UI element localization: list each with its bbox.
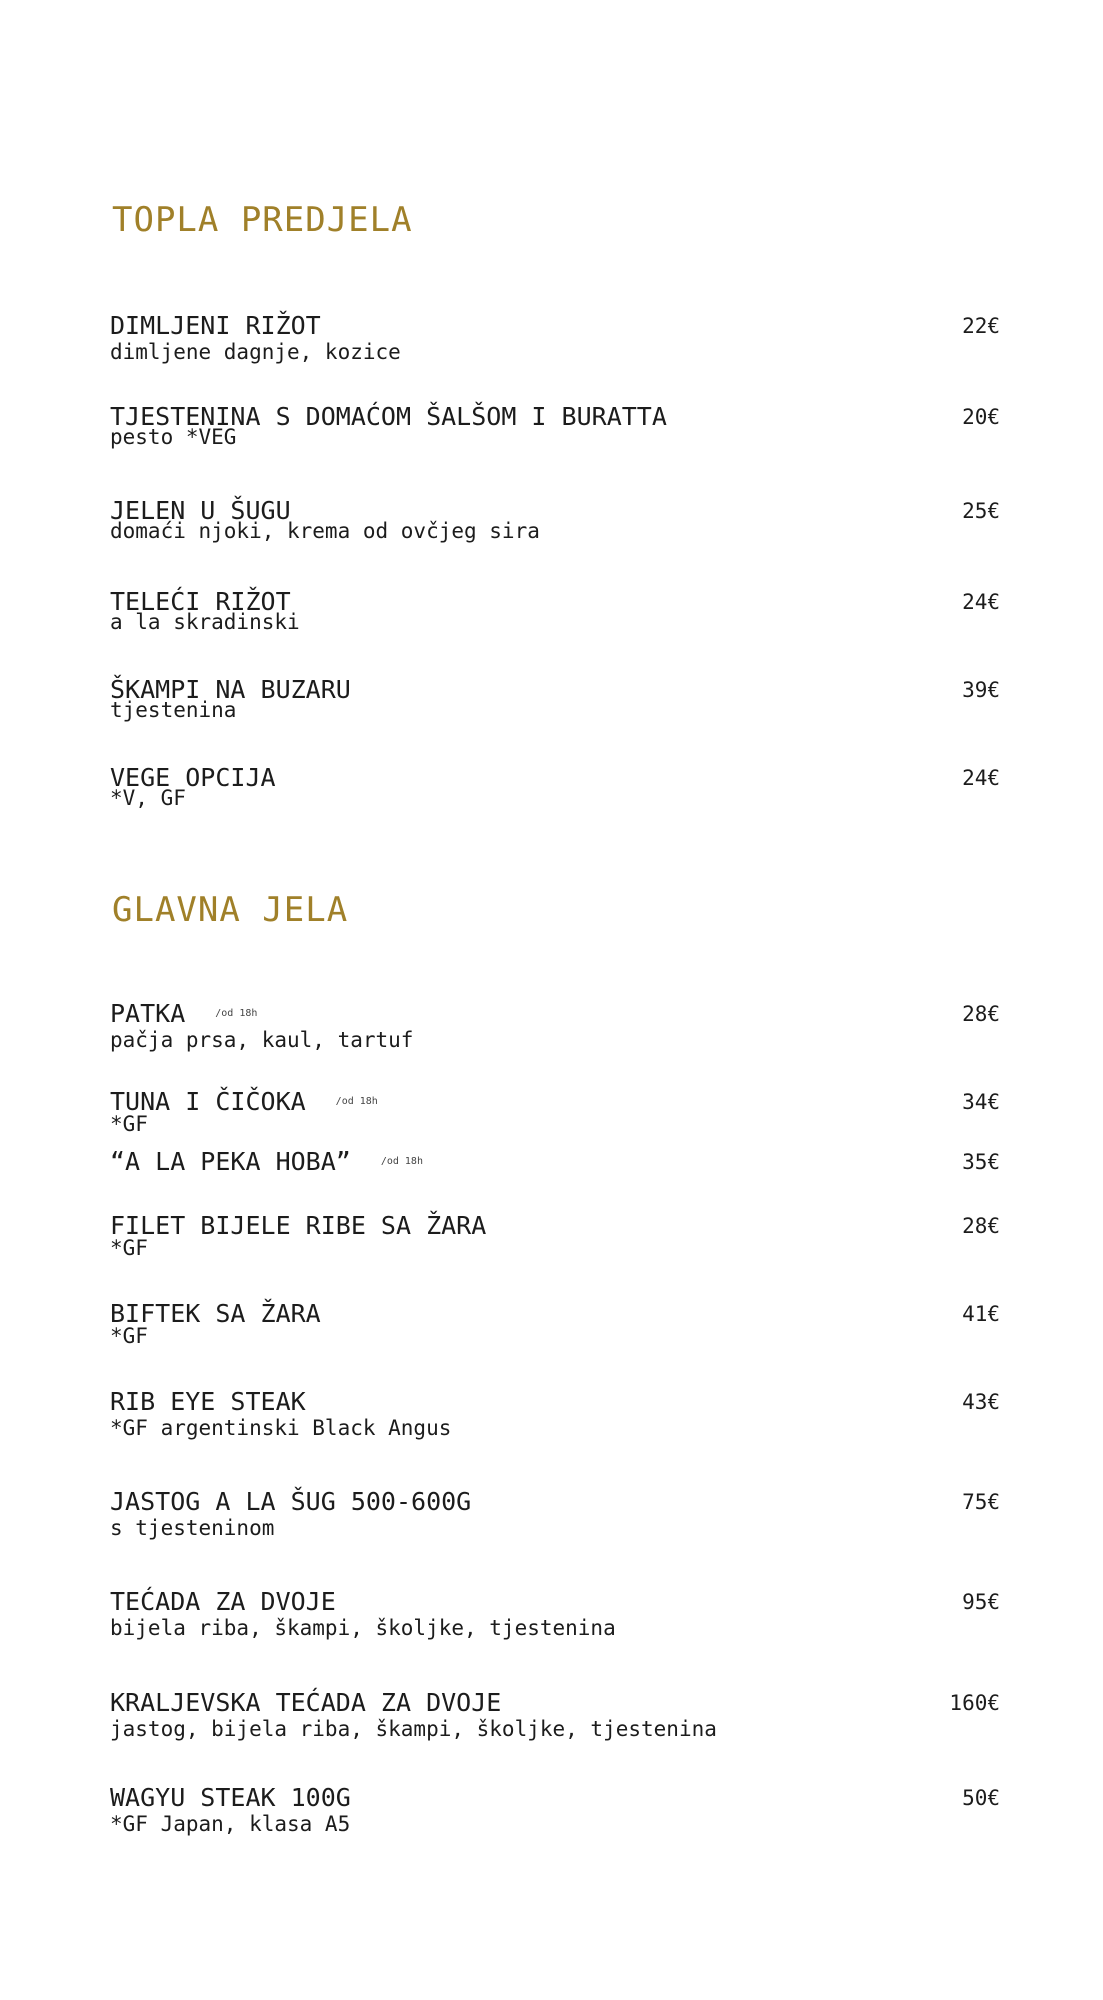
item-time-note: /od 18h [335,1096,378,1107]
item-name: FILET BIJELE RIBE SA ŽARA [110,1211,487,1240]
item-name-text: PATKA [110,999,186,1028]
item-description: *GF [110,1112,148,1136]
item-time-note: /od 18h [380,1156,423,1167]
item-name [110,1148,423,1176]
item-description: *V, GF [110,786,186,810]
item-description: domaći njoki, krema od ovčjeg sira [110,519,540,543]
item-price: 43€ [962,1390,1000,1414]
item-name: VEGE OPCIJA [110,763,276,792]
item-name: TJESTENINA S DOMAĆOM ŠALŠOM I BURATTA [110,402,667,431]
item-price: 34€ [962,1090,1000,1114]
item-price: 20€ [962,405,1000,429]
item-name: DIMLJENI RIŽOT [110,311,321,340]
item-price: 24€ [962,766,1000,790]
item-name: KRALJEVSKA TEĆADA ZA DVOJE [110,1688,502,1717]
item-name: TEĆADA ZA DVOJE [110,1587,336,1616]
item-price: 22€ [962,314,1000,338]
section-title-glavna-jela: GLAVNA JELA [112,890,349,930]
section-title-topla-predjela: TOPLA PREDJELA [112,200,413,240]
item-name [110,1000,257,1028]
item-description: jastog, bijela riba, škampi, školjke, tjestenina [110,1717,717,1741]
item-description: s tjesteninom [110,1516,275,1540]
item-description: a la skradinski [110,610,300,634]
item-name: ŠKAMPI NA BUZARU [110,675,351,704]
item-description: bijela riba, škampi, školjke, tjestenina [110,1616,616,1640]
item-description: *GF Japan, klasa A5 [110,1812,351,1836]
item-name: BIFTEK SA ŽARA [110,1299,321,1328]
item-name: WAGYU STEAK 100G [110,1783,351,1812]
item-price: 75€ [962,1490,1000,1514]
item-name-text: TUNA I ČIČOKA [110,1087,306,1116]
item-price: 95€ [962,1590,1000,1614]
item-price: 28€ [962,1214,1000,1238]
item-price: 50€ [962,1786,1000,1810]
item-description: dimljene dagnje, kozice [110,340,401,364]
item-price: 41€ [962,1302,1000,1326]
item-description: *GF [110,1324,148,1348]
item-price: 25€ [962,499,1000,523]
item-price: 35€ [962,1150,1000,1174]
item-price: 28€ [962,1002,1000,1026]
item-description: *GF [110,1236,148,1260]
item-price: 39€ [962,678,1000,702]
item-name: JASTOG A LA ŠUG 500-600G [110,1487,472,1516]
item-name: RIB EYE STEAK [110,1387,306,1416]
item-price: 24€ [962,590,1000,614]
item-price: 160€ [949,1691,1000,1715]
item-name [110,1088,378,1116]
item-description: *GF argentinski Black Angus [110,1416,452,1440]
item-name-text: “A LA PEKA HOBA” [110,1147,351,1176]
item-name: TELEĆI RIŽOT [110,587,291,616]
item-description: tjestenina [110,698,237,722]
item-time-note: /od 18h [215,1008,258,1019]
item-description: pesto *VEG [110,425,237,449]
item-name: JELEN U ŠUGU [110,496,291,525]
item-description: pačja prsa, kaul, tartuf [110,1028,414,1052]
